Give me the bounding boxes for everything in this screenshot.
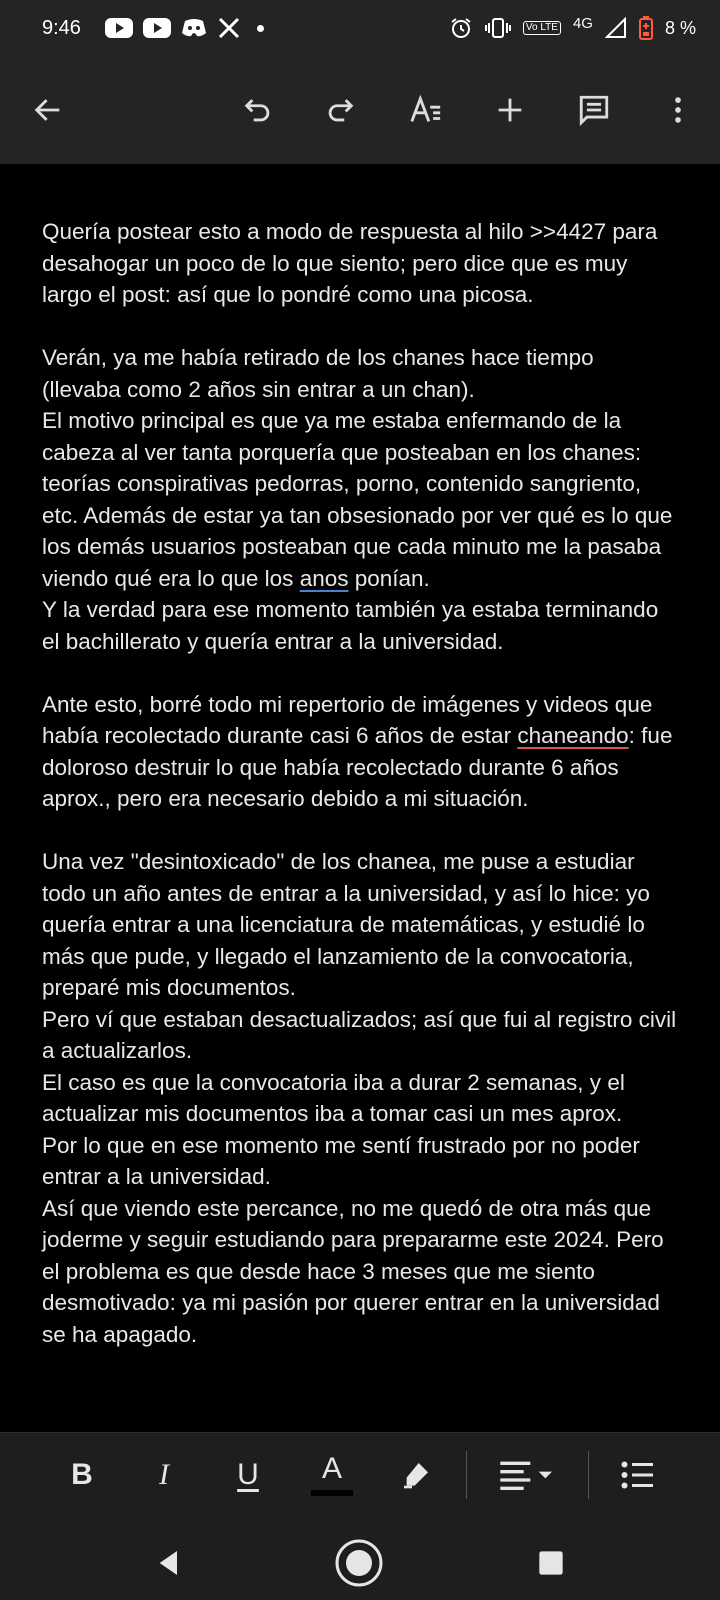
- status-left: [42, 16, 264, 40]
- youtube-icon: [143, 18, 171, 38]
- bold-button[interactable]: B: [71, 1458, 93, 1491]
- battery-level: 8 %: [664, 17, 696, 38]
- blank-line: [42, 657, 678, 689]
- paragraph[interactable]: Quería postear esto a modo de respuesta al hilo >>4427 para desahogar un poco de lo que siento; pero dice que es muy largo el post: así que lo pondré como una picosa.: [42, 219, 664, 307]
- suggestion-word[interactable]: anos: [299, 565, 349, 591]
- status-bar: [0, 0, 720, 56]
- underline-button[interactable]: U: [237, 1458, 259, 1491]
- paragraph-text: Ante esto, borré todo mi repertorio de imágenes y videos que había recolectado durante casi 6 años de estar: [42, 691, 659, 748]
- paragraph[interactable]: [42, 689, 678, 815]
- paragraph[interactable]: Por lo que en ese momento me sentí frustrado por no poder entrar a la universidad.: [42, 1132, 647, 1189]
- paragraph[interactable]: [42, 405, 678, 594]
- network-type: 4G: [572, 14, 593, 32]
- paragraph[interactable]: El caso es que la convocatoria iba a durar 2 semanas, y el actualizar mis documentos iba a tomar casi un mes aprox.: [42, 1069, 632, 1126]
- signal-icon: [605, 17, 627, 39]
- vibrate-icon: [485, 17, 511, 39]
- youtube-icon: [105, 18, 133, 38]
- undo-button[interactable]: [234, 86, 282, 134]
- redo-icon: [323, 93, 357, 127]
- text-format-icon: [409, 93, 443, 127]
- nav-home-icon: [334, 1538, 384, 1588]
- comments-button[interactable]: [570, 86, 618, 134]
- text-color-button[interactable]: [310, 1449, 354, 1501]
- document-body[interactable]: [0, 164, 720, 1432]
- add-icon: [493, 93, 527, 127]
- nav-back-button[interactable]: [144, 1538, 194, 1588]
- list-button[interactable]: [616, 1449, 660, 1501]
- dot-icon: [257, 25, 264, 32]
- nav-recents-icon: [537, 1549, 565, 1577]
- redo-button[interactable]: [316, 86, 364, 134]
- paragraph[interactable]: Una vez "desintoxicado" de los chanea, me puse a estudiar todo un año antes de entrar a la universidad, y así lo hice: yo quería entrar a una licenciatura de matemáticas, y estudié lo más que pude, y llegado el lanzamiento de la convocatoria, preparé mis documentos.: [42, 849, 657, 1000]
- paragraph[interactable]: Verán, ya me había retirado de los chanes hace tiempo (llevaba como 2 años sin entrar a un chan).: [42, 345, 600, 402]
- toolbar-divider: [466, 1451, 467, 1499]
- undo-icon: [241, 93, 275, 127]
- align-button[interactable]: [496, 1449, 558, 1501]
- nav-home-button[interactable]: [334, 1538, 384, 1588]
- highlight-icon: [400, 1459, 432, 1491]
- back-button[interactable]: [24, 86, 72, 134]
- more-vert-icon: [661, 93, 695, 127]
- system-nav-bar: [0, 1516, 720, 1600]
- status-time: 9:46: [42, 16, 81, 39]
- editor-toolbar: [0, 56, 720, 164]
- align-icon: [497, 1458, 557, 1492]
- nav-back-icon: [153, 1547, 185, 1579]
- toolbar-divider: [588, 1451, 589, 1499]
- alarm-icon: [449, 16, 473, 40]
- paragraph[interactable]: Y la verdad para ese momento también ya estaba terminando el bachillerato y quería entrar a la universidad.: [42, 597, 665, 654]
- more-options-button[interactable]: [654, 86, 702, 134]
- paragraph-text: El motivo principal es que ya me estaba enfermando de la cabeza al ver tanta porquería que posteaban en los chanes: teorías conspirativas pedorras, porno, contenido sangriento, etc. Además de estar ya tan obsesionado por ver qué es lo que los demás usuarios posteaban que cada minuto me la pasaba viendo qué era lo que los: [42, 408, 679, 591]
- x-icon: [217, 16, 241, 40]
- insert-button[interactable]: [486, 86, 534, 134]
- format-toolbar: [0, 1432, 720, 1516]
- misspelled-word[interactable]: chaneando: [517, 723, 629, 748]
- blank-line: [42, 815, 678, 847]
- comment-icon: [577, 93, 611, 127]
- status-right: [449, 16, 696, 40]
- battery-low-icon: [639, 16, 653, 40]
- nav-recents-button[interactable]: [526, 1538, 576, 1588]
- paragraph-text: ponían.: [348, 565, 430, 591]
- discord-icon: [181, 17, 207, 39]
- volte-icon: Vo LTE: [523, 21, 561, 35]
- text-color-swatch: [311, 1490, 353, 1496]
- paragraph[interactable]: Pero ví que estaban desactualizados; así que fui al registro civil a actualizarlos.: [42, 1006, 683, 1063]
- paragraph[interactable]: Así que viendo este percance, no me quedó de otra más que joderme y seguir estudiando para prepararme este 2024. Pero el problema es que desde hace 3 meses que me siento desmotivado: ya mi pasión por querer entrar en la universidad se ha apagado.: [42, 1195, 670, 1347]
- paragraph-text: : fue doloroso destruir lo que había recolectado durante 6 años aprox., pero era necesario debido a mi situación.: [42, 723, 679, 811]
- back-arrow-icon: [31, 93, 65, 127]
- text-color-icon: A: [321, 1452, 342, 1485]
- italic-button[interactable]: I: [159, 1458, 169, 1491]
- list-icon: [620, 1459, 656, 1491]
- text-format-button[interactable]: [402, 86, 450, 134]
- blank-line: [42, 311, 678, 343]
- highlight-button[interactable]: [394, 1449, 438, 1501]
